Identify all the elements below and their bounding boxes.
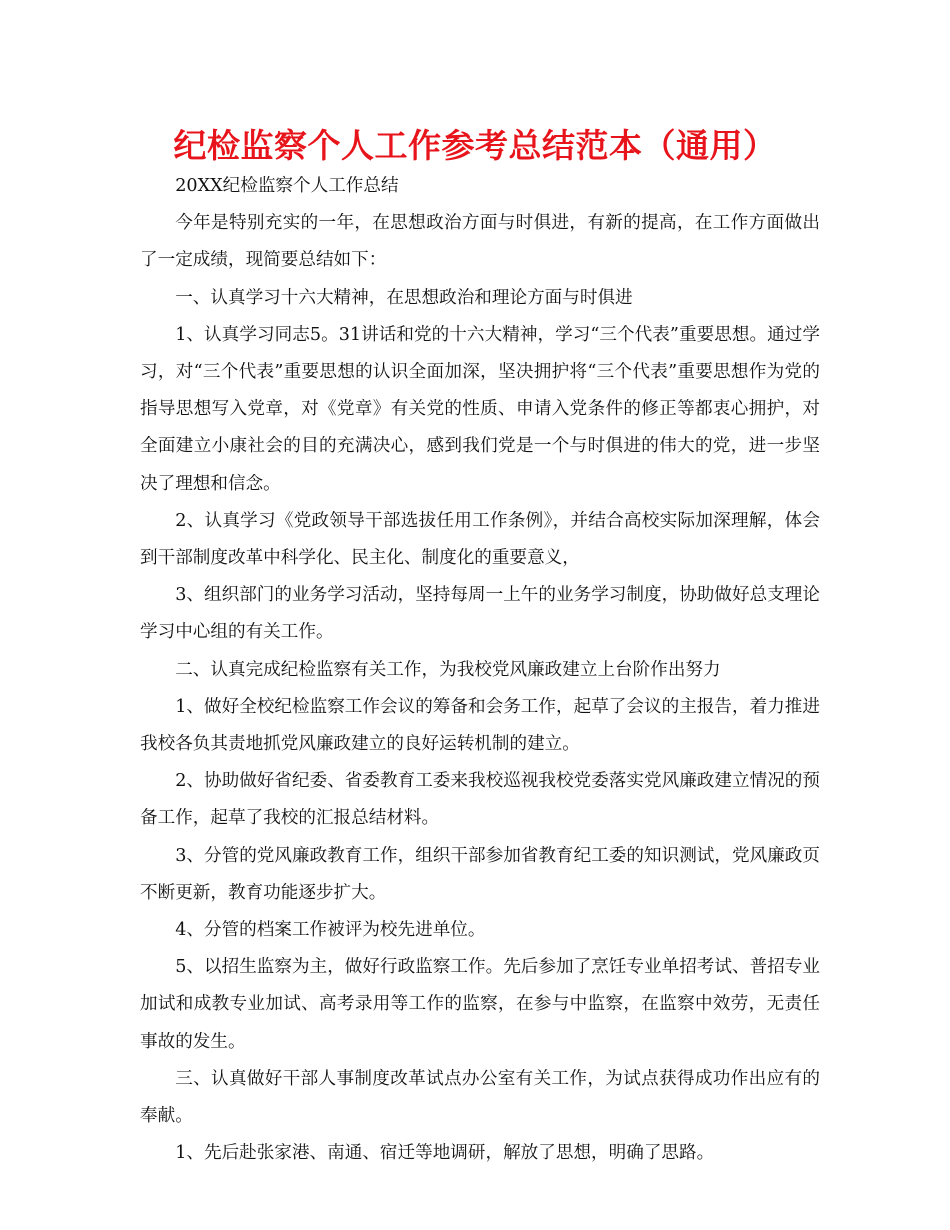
document-title: 纪检监察个人工作参考总结范本（通用）	[173, 126, 777, 165]
subtitle-paragraph: 20XX纪检监察个人工作总结	[175, 176, 399, 196]
document-body	[140, 168, 820, 1172]
section-heading-1: 一、认真学习十六大精神，在思想政治和理论方面与时俱进	[175, 287, 633, 308]
body-paragraph: 2、协助做好省纪委、省委教育工委来我校巡视我校党委落实党风廉政建立情况的预备工作，起草了我校的汇报总结材料。	[140, 771, 820, 829]
body-paragraph: 2、认真学习《党政领导干部选拔任用工作条例》，并结合高校实际加深理解，体会到干部制度改革中科学化、民主化、制度化的重要意义，	[140, 510, 820, 569]
body-paragraph: 1、先后赴张家港、南通、宿迁等地调研，解放了思想，明确了思路。	[175, 1143, 715, 1164]
body-paragraph: 5、以招生监察为主，做好行政监察工作。先后参加了烹饪专业单招考试、普招专业加试和成教专业加试、高考录用等工作的监察，在参与中监察，在监察中效劳，无责任事故的发生。	[140, 957, 820, 1052]
section-heading-3: 三、认真做好干部人事制度改革试点办公室有关工作，为试点获得成功作出应有的奉献。	[140, 1068, 820, 1127]
body-paragraph: 4、分管的档案工作被评为校先进单位。	[175, 920, 486, 941]
body-paragraph: 3、组织部门的业务学习活动，坚持每周一上午的业务学习制度，协助做好总支理论学习中心组的有关工作。	[140, 585, 820, 643]
body-paragraph: 3、分管的党风廉政教育工作，组织干部参加省教育纪工委的知识测试，党风廉政页不断更新，教育功能逐步扩大。	[140, 845, 820, 903]
section-heading-2: 二、认真完成纪检监察有关工作，为我校党风廉政建立上台阶作出努力	[175, 659, 721, 680]
body-paragraph: 1、认真学习同志5。31讲话和党的十六大精神，学习“三个代表”重要思想。通过学习，对“三个代表”重要思想的认识全面加深，坚决拥护将“三个代表”重要思想作为党的指导思想写入党章，对《党章》有关党的性质、申请入党条件的修正等都衷心拥护，对全面建立小康社会的目的充满决心，感到我们党是一个与时俱进的伟大的党，进一步坚决了理想和信念。	[140, 324, 820, 494]
intro-paragraph: 今年是特别充实的一年，在思想政治方面与时俱进，有新的提高，在工作方面做出了一定成绩，现简要总结如下：	[140, 213, 820, 271]
body-paragraph: 1、做好全校纪检监察工作会议的筹备和会务工作，起草了会议的主报告，着力推进我校各负其责地抓党风廉政建立的良好运转机制的建立。	[140, 696, 820, 755]
